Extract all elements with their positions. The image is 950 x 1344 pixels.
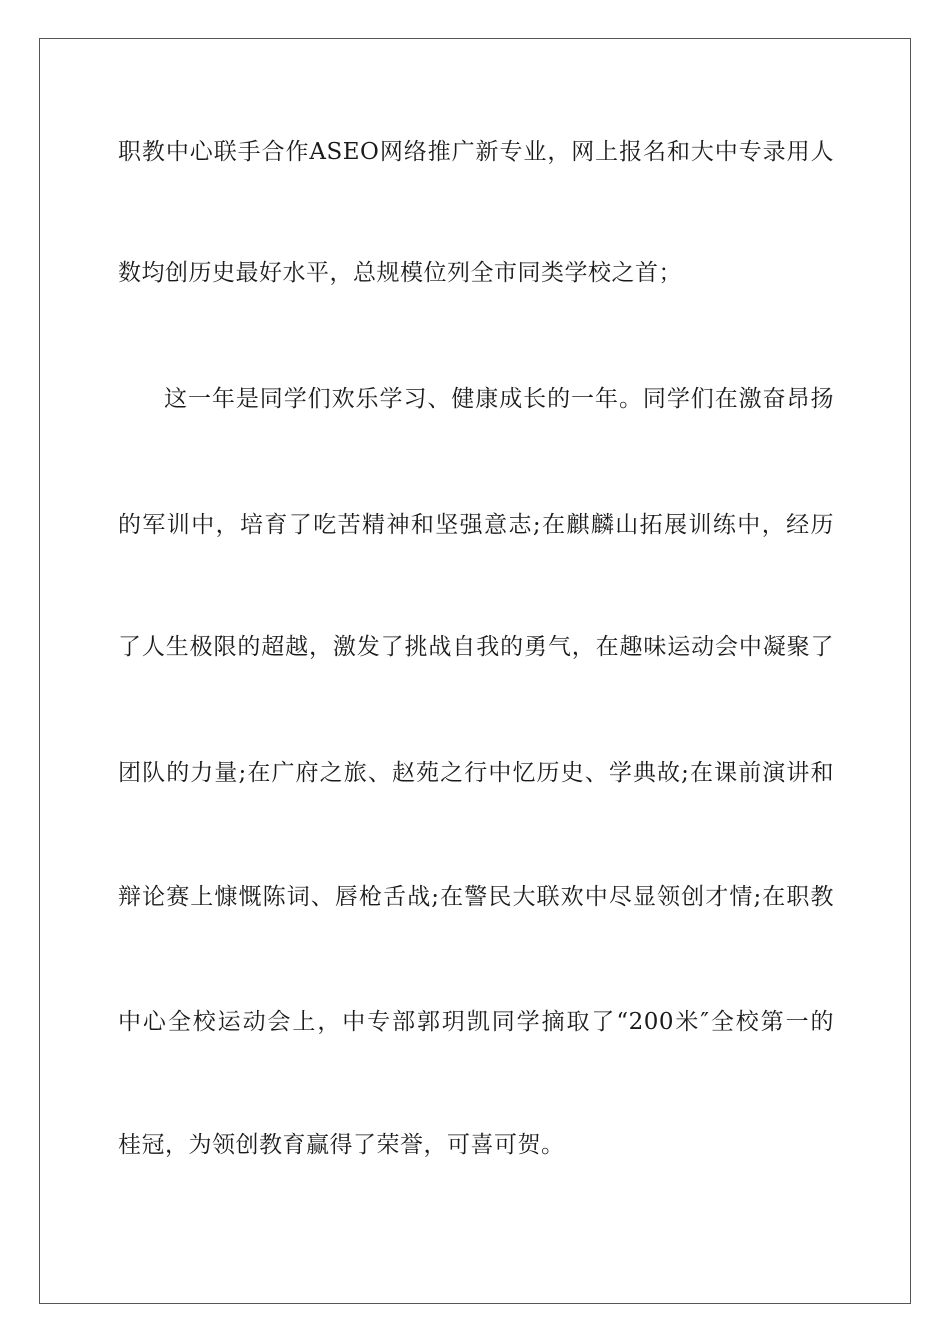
paragraph-line-7: 辩论赛上慷慨陈词、唇枪舌战;在警民大联欢中尽显领创才情;在职教 <box>118 884 834 910</box>
paragraph-line-2: 数均创历史最好水平，总规模位列全市同类学校之首； <box>118 260 682 286</box>
paragraph-line-9: 桂冠，为领创教育赢得了荣誉，可喜可贺。 <box>118 1132 565 1158</box>
paragraph-line-6: 团队的力量;在广府之旅、赵苑之行中忆历史、学典故;在课前演讲和 <box>118 760 834 786</box>
paragraph-line-4: 的军训中，培育了吃苦精神和坚强意志;在麒麟山拓展训练中，经历 <box>118 512 834 538</box>
paragraph-line-5: 了人生极限的超越，激发了挑战自我的勇气，在趣味运动会中凝聚了 <box>118 634 834 660</box>
paragraph-line-3: 这一年是同学们欢乐学习、健康成长的一年。同学们在激奋昂扬 <box>164 386 834 412</box>
page-border <box>39 38 911 1304</box>
paragraph-line-8: 中心全校运动会上，中专部郭玥凯同学摘取了“200米″全校第一的 <box>118 1009 834 1035</box>
paragraph-line-1: 职教中心联手合作ASEO网络推广新专业，网上报名和大中专录用人 <box>118 139 834 165</box>
